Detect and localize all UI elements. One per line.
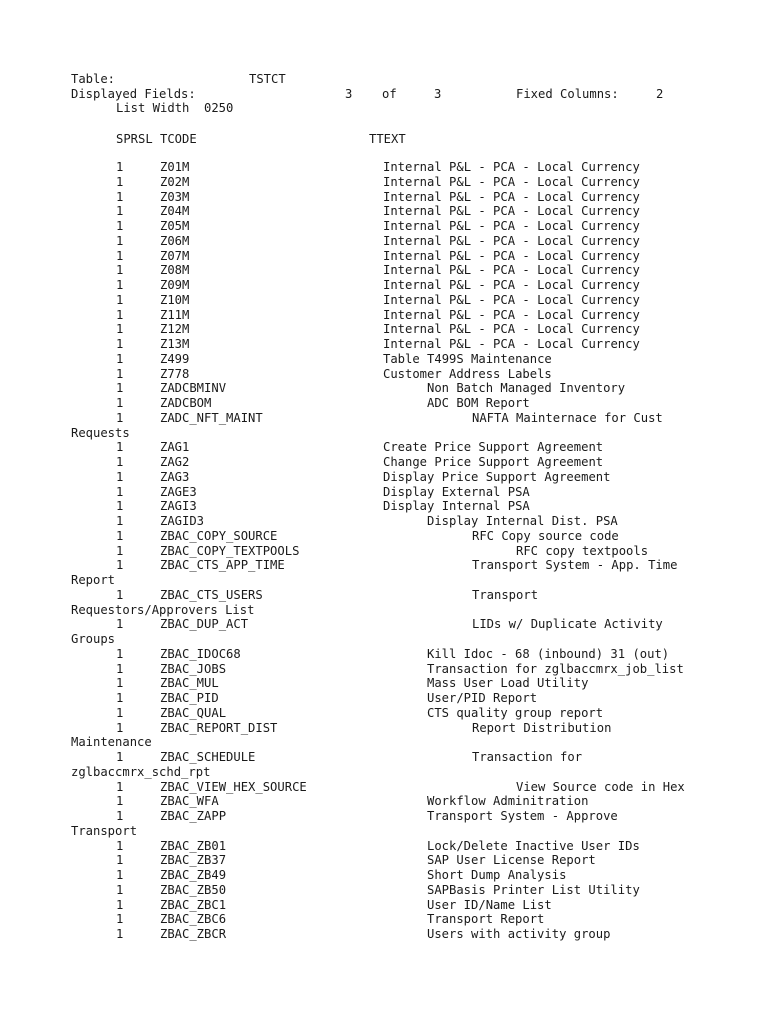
tcode-cell: Z778 bbox=[160, 366, 190, 381]
list-width-value: 0250 bbox=[204, 101, 234, 115]
ttext-cell: SAPBasis Printer List Utility bbox=[427, 882, 640, 897]
wrapped-text-line bbox=[0, 603, 768, 618]
ttext-cell: Transport System - App. Time bbox=[472, 558, 678, 573]
table-row bbox=[0, 204, 768, 219]
table-row bbox=[0, 691, 768, 706]
sprsl-cell: 1 bbox=[116, 897, 124, 912]
table-row bbox=[0, 219, 768, 234]
table-row bbox=[0, 839, 768, 854]
sprsl-cell: 1 bbox=[116, 691, 124, 705]
sprsl-cell: 1 bbox=[116, 868, 124, 882]
displayed-fields-count: 3 bbox=[345, 87, 353, 101]
sprsl-cell: 1 bbox=[116, 351, 124, 366]
ttext-cell: Display External PSA bbox=[383, 484, 530, 499]
tcode-cell: Z05M bbox=[160, 219, 190, 233]
ttext-cell: Internal P&L - PCA - Local Currency bbox=[383, 248, 640, 263]
table-row bbox=[0, 322, 768, 337]
ttext-cell: Lock/Delete Inactive User IDs bbox=[427, 838, 640, 853]
sprsl-cell: 1 bbox=[116, 720, 124, 735]
tcode-cell: ZBAC_DUP_ACT bbox=[160, 617, 249, 632]
wrapped-text-line bbox=[0, 765, 768, 780]
tcode-cell: Z499 bbox=[160, 351, 190, 366]
wrapped-text: Report bbox=[71, 573, 116, 587]
sprsl-cell: 1 bbox=[116, 322, 124, 337]
tcode-cell: ZBAC_QUAL bbox=[160, 705, 227, 720]
table-row bbox=[0, 381, 768, 396]
table-header-line bbox=[0, 72, 768, 86]
column-header-tcode: TCODE bbox=[160, 132, 197, 146]
table-row bbox=[0, 396, 768, 411]
table-row bbox=[0, 263, 768, 278]
tcode-cell: ZBAC_ZBC6 bbox=[160, 912, 227, 927]
ttext-cell: NAFTA Mainternace for Cust bbox=[472, 410, 663, 425]
ttext-cell: Internal P&L - PCA - Local Currency bbox=[383, 292, 640, 307]
ttext-cell: Transaction for bbox=[472, 750, 583, 764]
fixed-columns-value: 2 bbox=[656, 87, 664, 101]
sprsl-cell: 1 bbox=[116, 809, 124, 823]
table-row bbox=[0, 278, 768, 293]
sprsl-cell: 1 bbox=[116, 484, 124, 499]
of-label: of bbox=[382, 87, 397, 101]
tcode-cell: ZBAC_ZB37 bbox=[160, 853, 227, 868]
sprsl-cell: 1 bbox=[116, 455, 124, 469]
table-row bbox=[0, 868, 768, 883]
tcode-cell: ZAGE3 bbox=[160, 484, 197, 499]
tcode-cell: ZADC_NFT_MAINT bbox=[160, 410, 263, 425]
table-row bbox=[0, 912, 768, 927]
ttext-cell: Display Internal Dist. PSA bbox=[427, 514, 618, 528]
table-row bbox=[0, 352, 768, 367]
wrapped-text-line bbox=[0, 735, 768, 750]
table-row bbox=[0, 470, 768, 485]
table-row bbox=[0, 588, 768, 603]
ttext-cell: Internal P&L - PCA - Local Currency bbox=[383, 174, 640, 189]
table-row bbox=[0, 676, 768, 691]
tcode-cell: ZAGI3 bbox=[160, 499, 197, 514]
table-row bbox=[0, 647, 768, 662]
ttext-cell: CTS quality group report bbox=[427, 705, 604, 720]
table-row bbox=[0, 529, 768, 544]
tcode-cell: ZAG1 bbox=[160, 440, 190, 455]
sprsl-cell: 1 bbox=[116, 499, 124, 514]
tcode-cell: ZBAC_MUL bbox=[160, 676, 219, 691]
sprsl-cell: 1 bbox=[116, 189, 124, 204]
table-row bbox=[0, 721, 768, 736]
tcode-cell: ZBAC_WFA bbox=[160, 794, 219, 809]
tcode-cell: Z02M bbox=[160, 174, 190, 189]
sprsl-cell: 1 bbox=[116, 514, 124, 528]
sprsl-cell: 1 bbox=[116, 750, 124, 764]
sprsl-cell: 1 bbox=[116, 779, 124, 794]
tcode-cell: Z03M bbox=[160, 189, 190, 204]
wrapped-text: Requests bbox=[71, 425, 130, 440]
displayed-fields-total: 3 bbox=[434, 87, 442, 101]
table-row bbox=[0, 706, 768, 721]
sprsl-cell: 1 bbox=[116, 278, 124, 292]
ttext-cell: Transport bbox=[472, 587, 539, 602]
sprsl-cell: 1 bbox=[116, 233, 124, 248]
table-rows bbox=[0, 160, 768, 942]
wrapped-text: zglbaccmrx_schd_rpt bbox=[71, 764, 211, 779]
sprsl-cell: 1 bbox=[116, 794, 124, 809]
ttext-cell: Transaction for zglbaccmrx_job_list bbox=[427, 661, 684, 676]
sprsl-cell: 1 bbox=[116, 263, 124, 278]
sprsl-cell: 1 bbox=[116, 440, 124, 455]
ttext-cell: SAP User License Report bbox=[427, 853, 596, 868]
ttext-cell: Internal P&L - PCA - Local Currency bbox=[383, 204, 640, 219]
sprsl-cell: 1 bbox=[116, 292, 124, 307]
table-row bbox=[0, 544, 768, 559]
column-header-sprsl: SPRSL bbox=[116, 132, 153, 146]
ttext-cell: Short Dump Analysis bbox=[427, 868, 567, 882]
sprsl-cell: 1 bbox=[116, 410, 124, 425]
sprsl-cell: 1 bbox=[116, 661, 124, 676]
table-row bbox=[0, 883, 768, 898]
wrapped-text: Transport bbox=[71, 823, 138, 838]
ttext-cell: User ID/Name List bbox=[427, 897, 552, 912]
ttext-cell: Customer Address Labels bbox=[383, 366, 552, 381]
tcode-cell: ZAGID3 bbox=[160, 514, 205, 528]
column-header-ttext: TTEXT bbox=[369, 132, 406, 146]
sprsl-cell: 1 bbox=[116, 912, 124, 927]
tcode-cell: Z07M bbox=[160, 248, 190, 263]
list-width-label: List Width bbox=[116, 101, 190, 115]
ttext-cell: Display Price Support Agreement bbox=[383, 469, 611, 484]
table-row bbox=[0, 249, 768, 264]
tcode-cell: ZBAC_ZB50 bbox=[160, 882, 227, 897]
ttext-cell: Internal P&L - PCA - Local Currency bbox=[383, 219, 640, 233]
table-row bbox=[0, 234, 768, 249]
table-row bbox=[0, 617, 768, 632]
table-row bbox=[0, 750, 768, 765]
sprsl-cell: 1 bbox=[116, 248, 124, 263]
sprsl-cell: 1 bbox=[116, 617, 124, 632]
tcode-cell: ZBAC_ZB49 bbox=[160, 868, 227, 882]
sprsl-cell: 1 bbox=[116, 528, 124, 543]
ttext-cell: Users with activity group bbox=[427, 927, 611, 941]
table-row bbox=[0, 308, 768, 323]
ttext-cell: Internal P&L - PCA - Local Currency bbox=[383, 337, 640, 351]
ttext-cell: Kill Idoc - 68 (inbound) 31 (out) bbox=[427, 646, 670, 661]
ttext-cell: View Source code in Hex bbox=[516, 779, 685, 794]
sprsl-cell: 1 bbox=[116, 705, 124, 720]
sprsl-cell: 1 bbox=[116, 381, 124, 396]
ttext-cell: RFC Copy source code bbox=[472, 528, 619, 543]
table-row bbox=[0, 175, 768, 190]
table-row bbox=[0, 367, 768, 382]
tcode-cell: ZBAC_CTS_USERS bbox=[160, 587, 263, 602]
tcode-cell: ZBAC_COPY_TEXTPOOLS bbox=[160, 543, 300, 558]
table-row bbox=[0, 411, 768, 426]
tcode-cell: Z08M bbox=[160, 263, 190, 278]
table-row bbox=[0, 898, 768, 913]
tcode-cell: Z09M bbox=[160, 278, 190, 292]
ttext-cell: Internal P&L - PCA - Local Currency bbox=[383, 160, 640, 174]
sprsl-cell: 1 bbox=[116, 543, 124, 558]
ttext-cell: Transport Report bbox=[427, 912, 545, 927]
table-row bbox=[0, 499, 768, 514]
tcode-cell: ZBAC_COPY_SOURCE bbox=[160, 528, 278, 543]
ttext-cell: Internal P&L - PCA - Local Currency bbox=[383, 189, 640, 204]
wrapped-text-line bbox=[0, 824, 768, 839]
displayed-fields-label: Displayed Fields: bbox=[71, 87, 196, 101]
fixed-columns-label: Fixed Columns: bbox=[516, 87, 619, 101]
tcode-cell: ZBAC_ZAPP bbox=[160, 809, 227, 823]
tcode-cell: ZBAC_PID bbox=[160, 691, 219, 705]
ttext-cell: Internal P&L - PCA - Local Currency bbox=[383, 278, 640, 292]
table-row bbox=[0, 794, 768, 809]
ttext-cell: User/PID Report bbox=[427, 691, 538, 705]
tcode-cell: ZBAC_ZBC1 bbox=[160, 897, 227, 912]
column-headers bbox=[0, 132, 768, 146]
tcode-cell: Z01M bbox=[160, 160, 190, 174]
ttext-cell: Change Price Support Agreement bbox=[383, 455, 604, 469]
tcode-cell: ZADCBOM bbox=[160, 396, 212, 410]
tcode-cell: Z04M bbox=[160, 204, 190, 219]
tcode-cell: Z13M bbox=[160, 337, 190, 351]
tcode-cell: ZBAC_IDOC68 bbox=[160, 646, 241, 661]
sprsl-cell: 1 bbox=[116, 558, 124, 573]
sprsl-cell: 1 bbox=[116, 174, 124, 189]
tcode-cell: ZAG2 bbox=[160, 455, 190, 469]
ttext-cell: Non Batch Managed Inventory bbox=[427, 381, 626, 396]
sprsl-cell: 1 bbox=[116, 882, 124, 897]
list-width-line bbox=[0, 101, 768, 115]
table-row bbox=[0, 809, 768, 824]
ttext-cell: Report Distribution bbox=[472, 720, 612, 735]
tcode-cell: ZBAC_JOBS bbox=[160, 661, 227, 676]
ttext-cell: Create Price Support Agreement bbox=[383, 440, 604, 455]
tcode-cell: ZBAC_VIEW_HEX_SOURCE bbox=[160, 779, 307, 794]
ttext-cell: ADC BOM Report bbox=[427, 396, 530, 410]
tcode-cell: ZAG3 bbox=[160, 469, 190, 484]
ttext-cell: Internal P&L - PCA - Local Currency bbox=[383, 263, 640, 278]
tcode-cell: Z10M bbox=[160, 292, 190, 307]
sprsl-cell: 1 bbox=[116, 396, 124, 410]
wrapped-text: Maintenance bbox=[71, 735, 152, 750]
displayed-fields-line bbox=[0, 87, 768, 101]
sprsl-cell: 1 bbox=[116, 469, 124, 484]
table-row bbox=[0, 293, 768, 308]
wrapped-text-line bbox=[0, 573, 768, 588]
ttext-cell: Internal P&L - PCA - Local Currency bbox=[383, 322, 640, 337]
ttext-cell: RFC copy textpools bbox=[516, 543, 649, 558]
sprsl-cell: 1 bbox=[116, 646, 124, 661]
ttext-cell: Internal P&L - PCA - Local Currency bbox=[383, 307, 640, 322]
ttext-cell: Table T499S Maintenance bbox=[383, 351, 552, 366]
sprsl-cell: 1 bbox=[116, 307, 124, 322]
wrapped-text: Requestors/Approvers List bbox=[71, 602, 255, 617]
table-row bbox=[0, 190, 768, 205]
wrapped-text-line bbox=[0, 426, 768, 441]
table-row bbox=[0, 455, 768, 470]
tcode-cell: ZBAC_SCHEDULE bbox=[160, 750, 256, 764]
table-row bbox=[0, 780, 768, 795]
sprsl-cell: 1 bbox=[116, 676, 124, 691]
sprsl-cell: 1 bbox=[116, 838, 124, 853]
wrapped-text: Groups bbox=[71, 632, 116, 646]
ttext-cell: Display Internal PSA bbox=[383, 499, 530, 514]
sprsl-cell: 1 bbox=[116, 160, 124, 174]
tcode-cell: ZBAC_ZB01 bbox=[160, 838, 227, 853]
ttext-cell: Transport System - Approve bbox=[427, 809, 618, 823]
table-label: Table: bbox=[71, 72, 116, 86]
sprsl-cell: 1 bbox=[116, 366, 124, 381]
sprsl-cell: 1 bbox=[116, 337, 124, 351]
tcode-cell: Z12M bbox=[160, 322, 190, 337]
tcode-cell: ZBAC_CTS_APP_TIME bbox=[160, 558, 285, 573]
sprsl-cell: 1 bbox=[116, 853, 124, 868]
ttext-cell: Internal P&L - PCA - Local Currency bbox=[383, 233, 640, 248]
ttext-cell: LIDs w/ Duplicate Activity bbox=[472, 617, 663, 632]
tcode-cell: ZBAC_ZBCR bbox=[160, 927, 227, 941]
sprsl-cell: 1 bbox=[116, 204, 124, 219]
table-name: TSTCT bbox=[249, 72, 286, 86]
sprsl-cell: 1 bbox=[116, 927, 124, 941]
wrapped-text-line bbox=[0, 632, 768, 647]
sprsl-cell: 1 bbox=[116, 219, 124, 233]
table-row bbox=[0, 558, 768, 573]
ttext-cell: Workflow Adminitration bbox=[427, 794, 589, 809]
table-row bbox=[0, 514, 768, 529]
ttext-cell: Mass User Load Utility bbox=[427, 676, 589, 691]
table-row bbox=[0, 337, 768, 352]
table-row bbox=[0, 485, 768, 500]
table-row bbox=[0, 927, 768, 942]
tcode-cell: ZBAC_REPORT_DIST bbox=[160, 720, 278, 735]
table-row bbox=[0, 662, 768, 677]
table-row bbox=[0, 440, 768, 455]
table-row bbox=[0, 853, 768, 868]
tcode-cell: Z11M bbox=[160, 307, 190, 322]
tcode-cell: ZADCBMINV bbox=[160, 381, 227, 396]
table-row bbox=[0, 160, 768, 175]
sprsl-cell: 1 bbox=[116, 587, 124, 602]
tcode-cell: Z06M bbox=[160, 233, 190, 248]
